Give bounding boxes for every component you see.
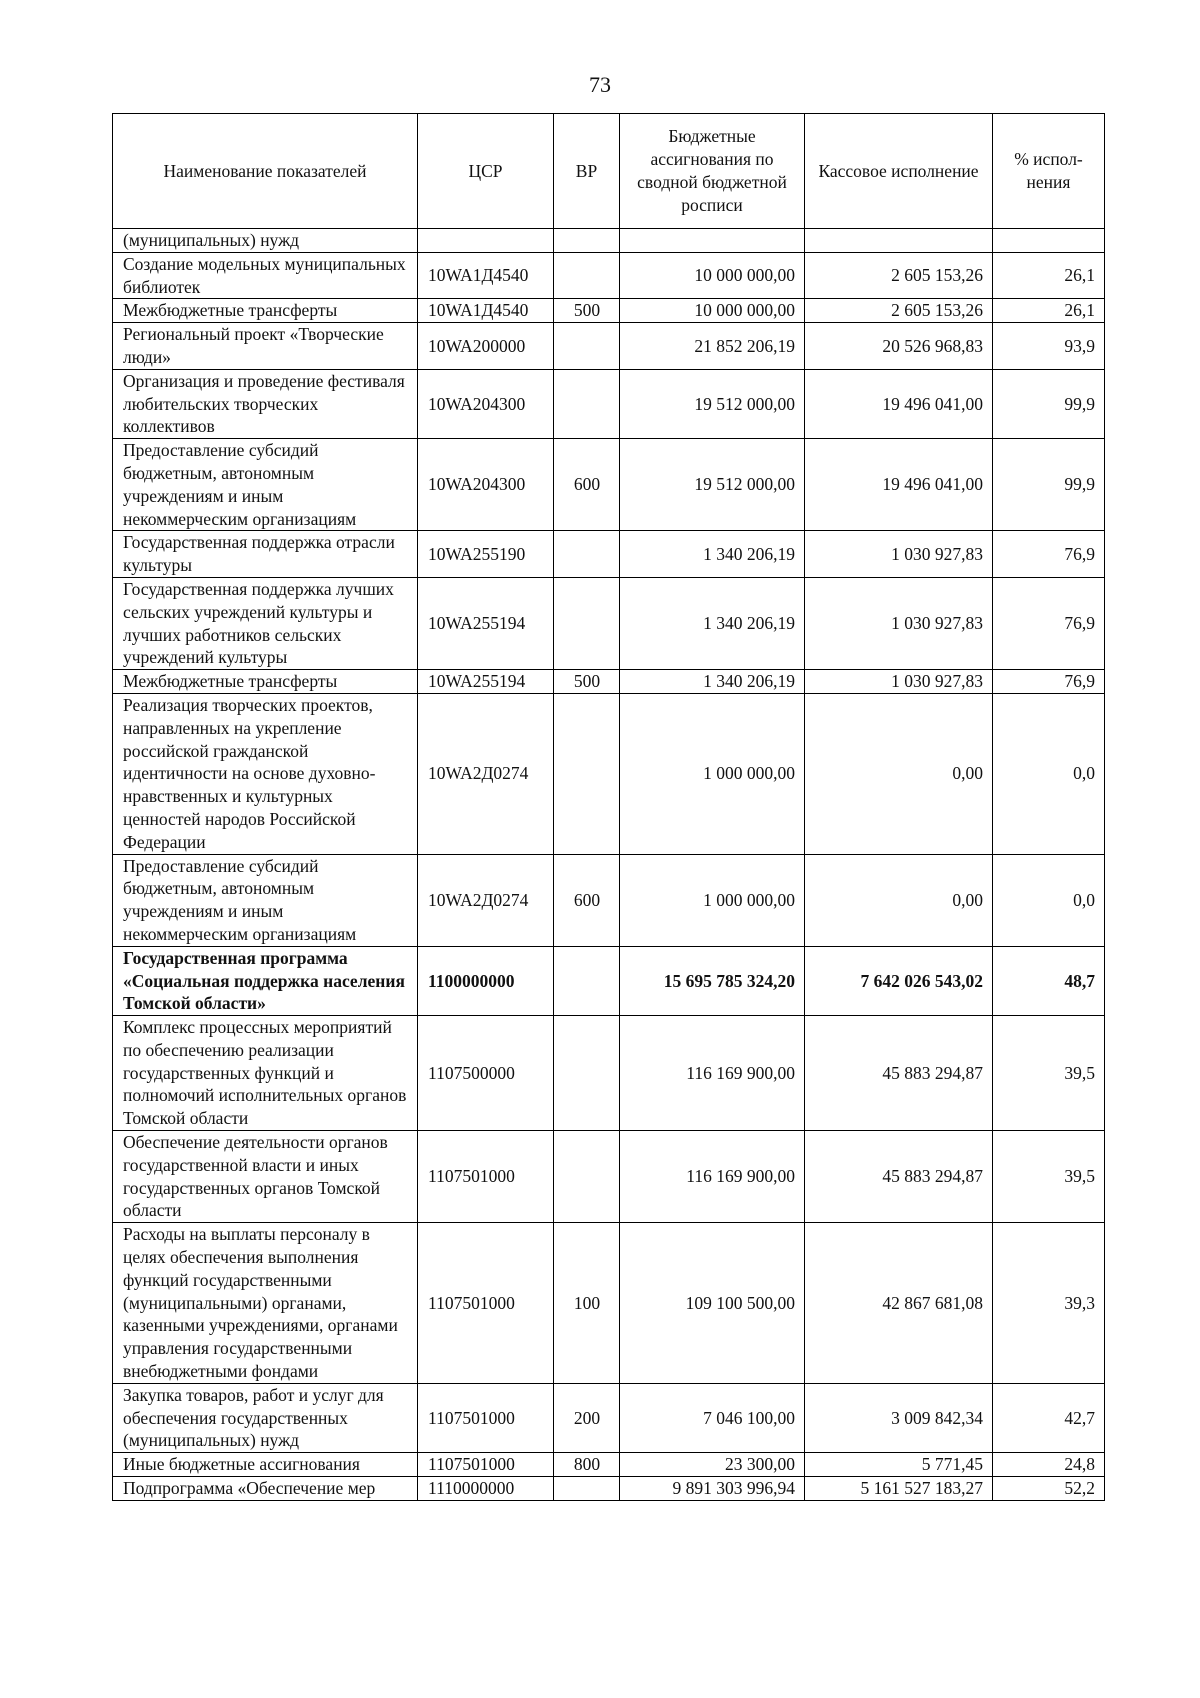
header-percent: % испол-нения [993,114,1105,229]
table-row [113,1383,1105,1452]
cell-percent: 26,1 [993,299,1105,323]
cell-vr: 600 [554,439,620,531]
table-row [113,946,1105,1015]
cell-csr: 10WA204300 [418,439,554,531]
cell-vr: 100 [554,1223,620,1384]
table-row [113,299,1105,323]
cell-name: Межбюджетные трансферты [113,299,418,323]
header-vr: ВР [554,114,620,229]
cell-csr: 1110000000 [418,1477,554,1501]
table-row [113,1223,1105,1384]
cell-budget: 1 340 206,19 [620,531,805,578]
cell-percent: 93,9 [993,323,1105,370]
cell-vr [554,252,620,299]
cell-cash: 0,00 [805,693,993,854]
cell-budget: 1 000 000,00 [620,693,805,854]
cell-cash: 2 605 153,26 [805,299,993,323]
cell-percent: 26,1 [993,252,1105,299]
cell-percent: 76,9 [993,577,1105,669]
cell-vr [554,531,620,578]
cell-cash: 2 605 153,26 [805,252,993,299]
cell-vr [554,229,620,253]
table-row [113,323,1105,370]
cell-name: Расходы на выплаты персоналу в целях обеспечения выполнения функций государственными (муниципальными) органами, казенными учреждениями, органами управления государственными внебюджетными фондами [113,1223,418,1384]
cell-vr [554,323,620,370]
table-row [113,577,1105,669]
cell-budget: 10 000 000,00 [620,252,805,299]
cell-percent [993,229,1105,253]
cell-percent: 76,9 [993,531,1105,578]
cell-name: (муниципальных) нужд [113,229,418,253]
cell-csr: 10WA2Д0274 [418,854,554,946]
cell-name: Закупка товаров, работ и услуг для обеспечения государственных (муниципальных) нужд [113,1383,418,1452]
cell-csr: 10WA204300 [418,369,554,438]
cell-name: Обеспечение деятельности органов государственной власти и иных государственных органов Томской области [113,1131,418,1223]
cell-cash: 1 030 927,83 [805,531,993,578]
cell-percent: 24,8 [993,1453,1105,1477]
cell-cash: 19 496 041,00 [805,439,993,531]
cell-percent: 42,7 [993,1383,1105,1452]
table-row [113,1453,1105,1477]
table-row [113,229,1105,253]
cell-budget: 19 512 000,00 [620,369,805,438]
cell-name: Предоставление субсидий бюджетным, автономным учреждениям и иным некоммерческим организациям [113,854,418,946]
cell-vr: 500 [554,299,620,323]
header-csr: ЦСР [418,114,554,229]
cell-csr: 10WA2Д0274 [418,693,554,854]
cell-percent: 0,0 [993,854,1105,946]
cell-name: Межбюджетные трансферты [113,670,418,694]
cell-vr: 200 [554,1383,620,1452]
cell-cash: 45 883 294,87 [805,1131,993,1223]
header-name: Наименование показателей [113,114,418,229]
cell-vr [554,693,620,854]
cell-name: Государственная поддержка лучших сельских учреждений культуры и лучших работников сельских учреждений культуры [113,577,418,669]
cell-csr: 1107501000 [418,1383,554,1452]
cell-cash: 5 771,45 [805,1453,993,1477]
table-row [113,693,1105,854]
table-header-row [113,114,1105,229]
table-row [113,1131,1105,1223]
cell-name: Комплекс процессных мероприятий по обеспечению реализации государственных функций и полномочий исполнительных органов Томской области [113,1016,418,1131]
cell-vr: 600 [554,854,620,946]
cell-csr: 1107501000 [418,1223,554,1384]
cell-budget: 15 695 785 324,20 [620,946,805,1015]
cell-cash: 3 009 842,34 [805,1383,993,1452]
cell-cash: 0,00 [805,854,993,946]
cell-name: Государственная программа «Социальная поддержка населения Томской области» [113,946,418,1015]
cell-cash: 5 161 527 183,27 [805,1477,993,1501]
cell-percent: 48,7 [993,946,1105,1015]
cell-vr [554,1477,620,1501]
cell-csr [418,229,554,253]
cell-budget: 10 000 000,00 [620,299,805,323]
cell-cash: 42 867 681,08 [805,1223,993,1384]
budget-execution-table [112,113,1105,1501]
cell-cash: 1 030 927,83 [805,577,993,669]
cell-budget: 9 891 303 996,94 [620,1477,805,1501]
cell-name: Государственная поддержка отрасли культуры [113,531,418,578]
cell-name: Подпрограмма «Обеспечение мер [113,1477,418,1501]
cell-csr: 10WA255190 [418,531,554,578]
cell-budget: 1 340 206,19 [620,670,805,694]
cell-cash: 20 526 968,83 [805,323,993,370]
cell-percent: 39,3 [993,1223,1105,1384]
table-row [113,1477,1105,1501]
cell-percent: 39,5 [993,1131,1105,1223]
cell-csr: 1107501000 [418,1453,554,1477]
cell-csr: 1107501000 [418,1131,554,1223]
header-budget: Бюджетные ассигнования по сводной бюджетной росписи [620,114,805,229]
cell-budget: 109 100 500,00 [620,1223,805,1384]
cell-cash: 7 642 026 543,02 [805,946,993,1015]
cell-name: Региональный проект «Творческие люди» [113,323,418,370]
table-row [113,854,1105,946]
cell-budget: 19 512 000,00 [620,439,805,531]
cell-percent: 52,2 [993,1477,1105,1501]
cell-name: Иные бюджетные ассигнования [113,1453,418,1477]
table-row [113,531,1105,578]
cell-csr: 1100000000 [418,946,554,1015]
cell-percent: 76,9 [993,670,1105,694]
cell-cash: 19 496 041,00 [805,369,993,438]
cell-budget: 116 169 900,00 [620,1131,805,1223]
cell-name: Создание модельных муниципальных библиотек [113,252,418,299]
cell-cash: 1 030 927,83 [805,670,993,694]
cell-name: Предоставление субсидий бюджетным, автономным учреждениям и иным некоммерческим организациям [113,439,418,531]
cell-cash: 45 883 294,87 [805,1016,993,1131]
cell-budget: 1 000 000,00 [620,854,805,946]
table-row [113,439,1105,531]
cell-percent: 99,9 [993,369,1105,438]
table-row [113,369,1105,438]
cell-csr: 1107500000 [418,1016,554,1131]
cell-vr: 800 [554,1453,620,1477]
cell-name: Реализация творческих проектов, направленных на укрепление российской гражданской идентичности на основе духовно-нравственных и культурных ценностей народов Российской Федерации [113,693,418,854]
cell-csr: 10WA255194 [418,577,554,669]
cell-vr: 500 [554,670,620,694]
cell-budget [620,229,805,253]
table-row [113,1016,1105,1131]
cell-budget: 23 300,00 [620,1453,805,1477]
cell-name: Организация и проведение фестиваля любительских творческих коллективов [113,369,418,438]
cell-vr [554,1016,620,1131]
cell-vr [554,946,620,1015]
cell-budget: 7 046 100,00 [620,1383,805,1452]
cell-vr [554,369,620,438]
cell-percent: 99,9 [993,439,1105,531]
table-row [113,670,1105,694]
cell-budget: 21 852 206,19 [620,323,805,370]
cell-vr [554,1131,620,1223]
cell-budget: 116 169 900,00 [620,1016,805,1131]
cell-csr: 10WA1Д4540 [418,299,554,323]
cell-percent: 39,5 [993,1016,1105,1131]
cell-vr [554,577,620,669]
cell-csr: 10WA255194 [418,670,554,694]
cell-percent: 0,0 [993,693,1105,854]
table-body [113,229,1105,1501]
table-row [113,252,1105,299]
cell-csr: 10WA200000 [418,323,554,370]
cell-cash [805,229,993,253]
cell-budget: 1 340 206,19 [620,577,805,669]
cell-csr: 10WA1Д4540 [418,252,554,299]
header-cash: Кассовое исполнение [805,114,993,229]
page-number: 73 [589,72,611,97]
